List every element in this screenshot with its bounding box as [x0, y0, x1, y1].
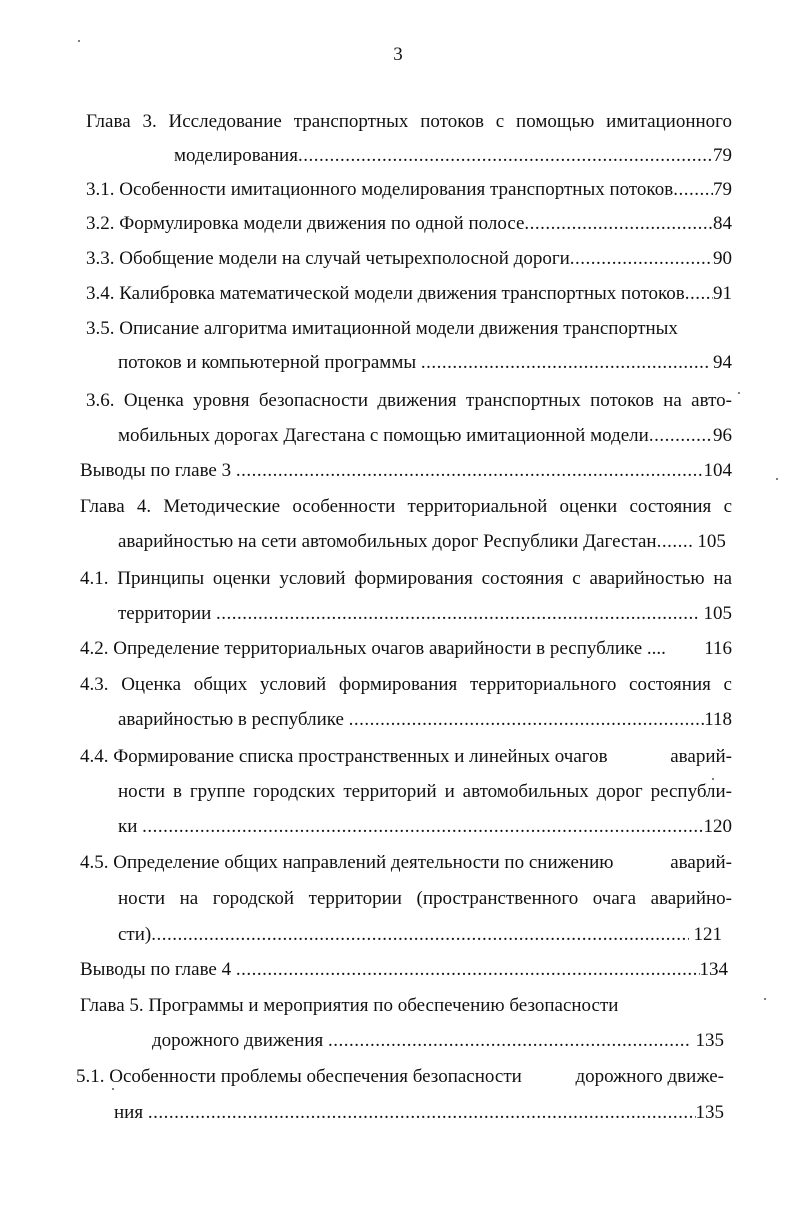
- toc-entry-text: Выводы по главе 3: [80, 460, 236, 481]
- toc-section-5-1[interactable]: [114, 1101, 724, 1125]
- toc-section-4-4-line2: ности в группе городских территорий и автомобильных дорог республи-: [118, 781, 732, 802]
- toc-entry-text: территории: [118, 603, 217, 624]
- toc-page-number: 91: [713, 283, 732, 304]
- leader-dots: [151, 923, 689, 947]
- scan-speck: [78, 40, 80, 42]
- toc-entry-text: дорожного движения: [152, 1030, 329, 1051]
- leader-dots: [328, 1029, 691, 1053]
- toc-section-4-3[interactable]: [118, 708, 732, 732]
- toc-entry-text: 3.2. Формулировка модели движения по одной полосе: [86, 213, 525, 234]
- toc-chapter-3-entry[interactable]: [174, 144, 732, 168]
- toc-section-4-4[interactable]: [118, 815, 732, 839]
- toc-page-number: 116: [704, 638, 732, 659]
- scan-speck: [712, 778, 714, 780]
- toc-page-number: 79: [713, 145, 732, 166]
- leader-dots: [649, 424, 713, 448]
- toc-page-number: 121: [688, 924, 722, 945]
- toc-section-3-5[interactable]: [118, 351, 732, 375]
- scan-speck: [764, 998, 766, 1000]
- toc-section-3-4[interactable]: [86, 282, 732, 306]
- leader-dots: [142, 815, 703, 839]
- toc-chapter-5-entry[interactable]: [152, 1029, 724, 1053]
- page-number: 3: [393, 44, 403, 65]
- leader-dots: [216, 602, 699, 626]
- toc-entry-text-continued: аварий-: [670, 852, 732, 873]
- leader-dots: [236, 459, 704, 483]
- toc-section-4-2[interactable]: [80, 637, 732, 661]
- toc-chapter-3-title-line1: Глава 3. Исследование транспортных потоков с помощью имитационного: [86, 111, 732, 132]
- leader-dots: [349, 708, 705, 732]
- toc-entry-text: 3.1. Особенности имитационного моделирования транспортных потоков: [86, 179, 674, 200]
- toc-section-4-5[interactable]: [118, 923, 722, 947]
- toc-conclusions-4[interactable]: [80, 958, 728, 982]
- scan-speck: [738, 392, 740, 394]
- toc-chapter-4-title-line1: Глава 4. Методические особенности территориальной оценки состояния с: [80, 496, 732, 517]
- toc-page-number: 90: [713, 248, 732, 269]
- toc-page-number: 104: [703, 460, 732, 481]
- toc-section-4-1-line1: 4.1. Принципы оценки условий формирования состояния с аварийностью на: [80, 568, 732, 589]
- toc-section-3-6-line1: 3.6. Оценка уровня безопасности движения транспортных потоков на авто-: [86, 390, 732, 411]
- toc-entry-text: 5.1. Особенности проблемы обеспечения безопасности: [76, 1066, 522, 1087]
- leader-dots: [524, 212, 713, 236]
- toc-section-3-3[interactable]: [86, 247, 732, 271]
- toc-entry-text: 3.3. Обобщение модели на случай четырехполосной дороги: [86, 248, 570, 269]
- toc-entry-text-continued: дорожного движе-: [575, 1066, 724, 1087]
- toc-conclusions-3[interactable]: [80, 459, 732, 483]
- toc-entry-text: 4.2. Определение территориальных очагов аварийности в республике ....: [80, 638, 666, 659]
- toc-entry-text: ния: [114, 1102, 148, 1123]
- toc-page-number: 94: [708, 352, 732, 373]
- toc-page-number: 118: [704, 709, 732, 730]
- toc-entry-text: сти): [118, 924, 152, 945]
- toc-entry-text: потоков и компьютерной программы: [118, 352, 421, 373]
- leader-dots: [657, 530, 693, 554]
- leader-dots: [673, 178, 713, 202]
- toc-page-number: 79: [713, 179, 732, 200]
- leader-dots: [298, 144, 713, 168]
- toc-section-3-6[interactable]: [118, 424, 732, 448]
- toc-section-3-5-line1: 3.5. Описание алгоритма имитационной модели движения транспортных: [86, 318, 678, 339]
- toc-section-4-5-line2: ности на городской территории (пространственного очага аварийно-: [118, 888, 732, 909]
- toc-page-number: 105: [692, 531, 726, 552]
- toc-section-4-5-line1: [80, 851, 732, 875]
- toc-entry-text: аварийностью в республике: [118, 709, 349, 730]
- toc-entry-text-continued: аварий-: [670, 746, 732, 767]
- leader-dots: [236, 958, 700, 982]
- toc-section-4-3-line1: 4.3. Оценка общих условий формирования территориального состояния с: [80, 674, 732, 695]
- toc-chapter-4-entry[interactable]: [118, 530, 732, 554]
- toc-page-number: 134: [699, 959, 728, 980]
- toc-entry-text: 4.4. Формирование списка пространственных и линейных очагов: [80, 746, 608, 767]
- toc-page-number: 120: [703, 816, 732, 837]
- toc-section-3-2[interactable]: [86, 212, 732, 236]
- toc-section-5-1-line1: [76, 1065, 724, 1089]
- leader-dots: [570, 247, 713, 271]
- toc-section-4-4-line1: [80, 745, 732, 769]
- toc-entry-text: мобильных дорогах Дагестана с помощью имитационной модели: [118, 425, 649, 446]
- leader-dots: [421, 351, 708, 375]
- toc-entry-text: 3.4. Калибровка математической модели движения транспортных потоков: [86, 283, 685, 304]
- toc-section-4-1[interactable]: [118, 602, 732, 626]
- toc-entry-text: ки: [118, 816, 143, 837]
- toc-page-number: 135: [690, 1030, 724, 1051]
- toc-entry-text: моделирования: [174, 145, 298, 166]
- toc-entry-text: Выводы по главе 4: [80, 959, 236, 980]
- toc-page-number: 105: [698, 603, 732, 624]
- toc-chapter-5-title-line1: Глава 5. Программы и мероприятия по обеспечению безопасности: [80, 995, 619, 1016]
- scan-speck: [776, 478, 778, 480]
- toc-page-number: 84: [713, 213, 732, 234]
- toc-page-number: 96: [713, 425, 732, 446]
- toc-section-3-1[interactable]: [86, 178, 732, 202]
- toc-page-number: 135: [695, 1102, 724, 1123]
- leader-dots: [685, 282, 713, 306]
- toc-entry-text: аварийностью на сети автомобильных дорог Республики Дагестан: [118, 531, 657, 552]
- scan-speck: [112, 1088, 114, 1090]
- toc-entry-text: 4.5. Определение общих направлений деятельности по снижению: [80, 852, 614, 873]
- leader-dots: [148, 1101, 696, 1125]
